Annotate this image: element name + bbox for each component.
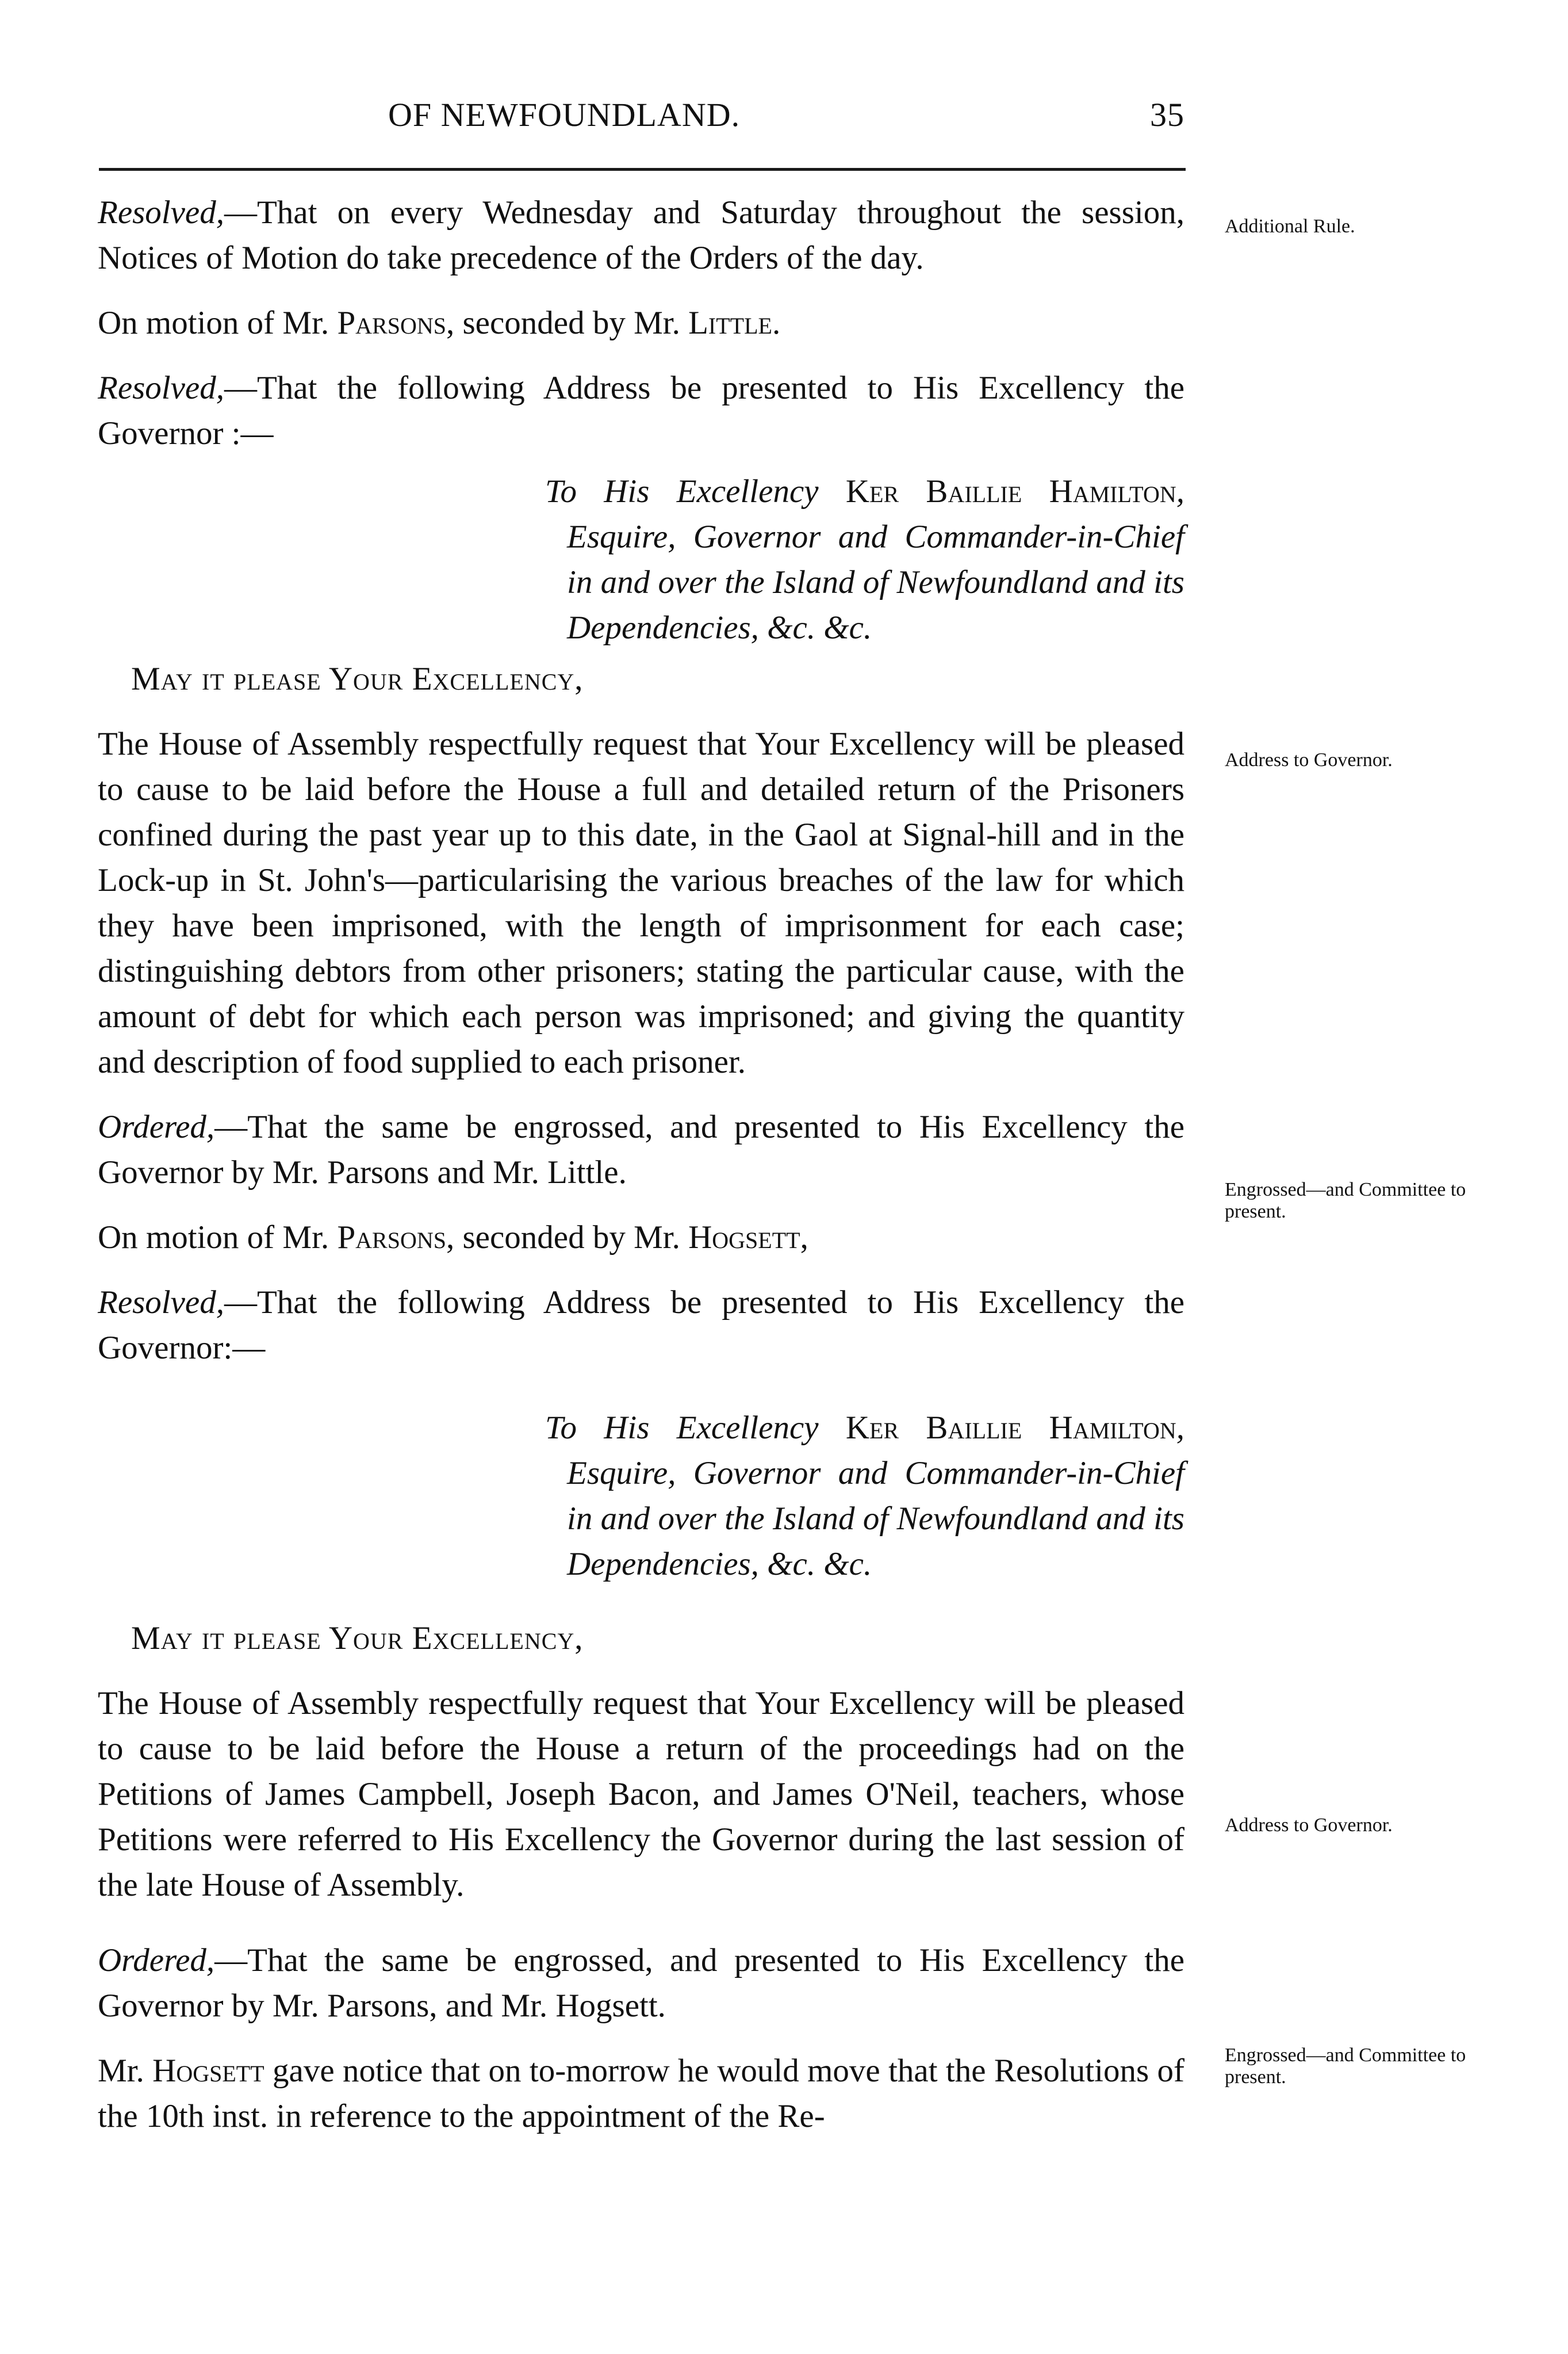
notice-text: gave notice that on to-morrow he would move that the Resolutions of the 10th inst. in reference to the appointment of the Re-: [98, 2053, 1184, 2134]
header-rule: [99, 168, 1186, 171]
member-name: Parsons: [337, 305, 446, 341]
motion-text: .: [772, 305, 781, 341]
paragraph-resolved-rule: [98, 190, 1184, 281]
paragraph-resolved-address-2: [98, 1280, 1184, 1371]
margin-note-address-to-governor: Address to Governor.: [1225, 749, 1393, 771]
address-prefix: To His Excellency: [545, 1410, 846, 1446]
resolved-label: Resolved,: [98, 370, 224, 406]
paragraph-resolved-address-1: [98, 365, 1184, 456]
member-name: Hogsett: [152, 2053, 264, 2089]
margin-note-address-to-governor: Address to Governor.: [1225, 1815, 1393, 1836]
margin-note-engrossed: Engrossed—and Committee to present.: [1225, 2045, 1466, 2088]
notice-text: Mr.: [98, 2053, 153, 2089]
member-name: Parsons: [337, 1219, 446, 1256]
motion-text: On motion of Mr.: [98, 1219, 338, 1256]
page-body: [98, 190, 1184, 2139]
address-prefix: To His Excellency: [545, 473, 846, 510]
member-name: Hogsett: [688, 1219, 800, 1256]
motion-text: On motion of Mr.: [98, 305, 338, 341]
salutation-1: May it please Your Excellency,: [131, 661, 584, 697]
motion-text: ,: [800, 1219, 808, 1256]
address-title: , Esquire, Governor and Commander-in-Chief in and over the Island of Newfoundland and its Dependencies, &c. &c.: [567, 473, 1185, 646]
governor-name: Ker Baillie Hamilton: [845, 1410, 1176, 1446]
motion-text: , seconded by Mr.: [446, 305, 689, 341]
paragraph-text: —That on every Wednesday and Saturday throughout the session, Notices of Motion do take precedence of the Orders of the day.: [98, 194, 1184, 276]
address-title: , Esquire, Governor and Commander-in-Chief in and over the Island of Newfoundland and its Dependencies, &c. &c.: [567, 1410, 1185, 1582]
salutation-2: May it please Your Excellency,: [131, 1620, 584, 1656]
ordered-label: Ordered,: [98, 1942, 215, 1978]
paragraph-text: —That the following Address be presented to His Excellency the Governor :—: [98, 370, 1184, 451]
page-number: 35: [1150, 96, 1184, 133]
address-heading-2: [545, 1405, 1184, 1587]
motion-text: , seconded by Mr.: [446, 1219, 689, 1256]
paragraph-address-body-1: The House of Assembly respectfully request that Your Excellency will be pleased to cause to be laid before the House a full and detailed return of the Prisoners confined during the past year up to this date, in the Gaol at Signal-hill and in the Lock-up in St. John's—particularising the various breaches of the law for which they have been imprisoned, with the length of imprisonment for each case; distinguishing debtors from other prisoners; stating the particular cause, with the amount of debt for which each person was imprisoned; and giving the quantity and description of food supplied to each prisoner.: [98, 726, 1184, 1080]
running-title: OF NEWFOUNDLAND.: [388, 96, 741, 133]
paragraph-text: —That the same be engrossed, and presented to His Excellency the Governor by Mr. Parsons, and Mr. Hogsett.: [98, 1942, 1184, 2024]
ordered-label: Ordered,: [98, 1109, 215, 1145]
resolved-label: Resolved,: [98, 194, 224, 231]
governor-name: Ker Baillie Hamilton: [845, 473, 1176, 510]
member-name: Little: [688, 305, 772, 341]
paragraph-notice: [98, 2048, 1184, 2139]
address-heading-1: [545, 469, 1184, 650]
paragraph-motion-2: [98, 1215, 1184, 1260]
margin-note-engrossed: Engrossed—and Committee to present.: [1225, 1179, 1466, 1222]
paragraph-motion-1: [98, 300, 1184, 346]
paragraph-ordered-2: [98, 1938, 1184, 2028]
margin-note-additional-rule: Additional Rule.: [1225, 216, 1355, 237]
paragraph-ordered-1: [98, 1104, 1184, 1195]
resolved-label: Resolved,: [98, 1284, 224, 1320]
paragraph-address-body-2: The House of Assembly respectfully request that Your Excellency will be pleased to cause to be laid before the House a return of the proceedings had on the Petitions of James Campbell, Joseph Bacon, and James O'Neil, teachers, whose Petitions were referred to His Excellency the Governor during the last session of the late House of Assembly.: [98, 1685, 1184, 1903]
paragraph-text: —That the following Address be presented to His Excellency the Governor:—: [98, 1284, 1184, 1366]
paragraph-text: —That the same be engrossed, and presented to His Excellency the Governor by Mr. Parsons and Mr. Little.: [98, 1109, 1184, 1191]
